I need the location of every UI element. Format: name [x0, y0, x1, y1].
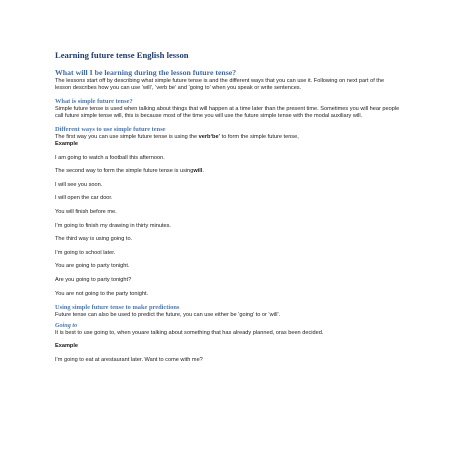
document-body	[55, 50, 400, 364]
document-title: Learning future tense English lesson	[55, 50, 189, 60]
predictions-paragraph: Future tense can also be used to predict the future, you can use either be ‘going’ to or ‘will’.	[55, 311, 281, 318]
intro-paragraph: The lessons start off by describing what simple future tense is and the different ways that you can use it. Following on next part of the lesson describes how you can use ‘will’, ‘verb be’ and ‘going to’ when you speak or write sentences.	[55, 78, 385, 91]
example-school: I’m going to school later.	[55, 249, 116, 256]
second-way-line	[55, 168, 400, 175]
example-party-3: You are not going to the party tonight.	[55, 290, 149, 297]
what-paragraph: Simple future tense is used when talking about things that will happen at a time later than the present time. Sometimes you will hear people call future simple tense will, this is because most of the time you will use the future simple tense with the modal auxiliary will.	[55, 106, 400, 119]
example-finish-before: You will finish before me.	[55, 208, 117, 215]
example-label-2: Example	[55, 343, 79, 350]
heading-what-is-simple-future: What is simple future tense?	[55, 98, 133, 105]
example-car-door: I will open the car door.	[55, 195, 113, 202]
heading-what-will-i-learn: What will I be learning during the lesson future tense?	[55, 68, 237, 77]
example-label: Example	[55, 141, 79, 147]
example-party-1: You are going to party tonight.	[55, 263, 130, 270]
second-way-end: .	[202, 168, 204, 175]
second-way-bold: will	[193, 168, 203, 175]
heading-going-to: Going to	[55, 321, 78, 329]
third-way-line: The third way is using going to.	[55, 236, 133, 243]
first-way-text: The first way you can use simple future tense is using the	[55, 134, 199, 140]
first-way-line	[55, 134, 400, 141]
example-restaurant: I’m going to eat at arestaurant later. Want to come with me?	[55, 356, 203, 363]
example-drawing: I’m going to finish my drawing in thirty minutes.	[55, 222, 171, 229]
first-way-bold: verb‘be’	[198, 134, 221, 140]
heading-predictions: Using simple future tense to make predictions	[55, 303, 180, 311]
second-way-text: The second way to form the simple future tense is using	[55, 168, 194, 175]
example-see-you: I will see you soon.	[55, 181, 103, 188]
example-football: I am going to watch a football this afternoon.	[55, 154, 165, 161]
going-to-paragraph: It is best to use going to, when youare talking about something that has already planned, oras been decided.	[55, 329, 324, 336]
first-way-text-end: to form the simple future tense,	[220, 134, 299, 140]
heading-different-ways: Different ways to use simple future tense	[55, 126, 166, 133]
example-party-2: Are you going to party tonight?	[55, 276, 132, 283]
